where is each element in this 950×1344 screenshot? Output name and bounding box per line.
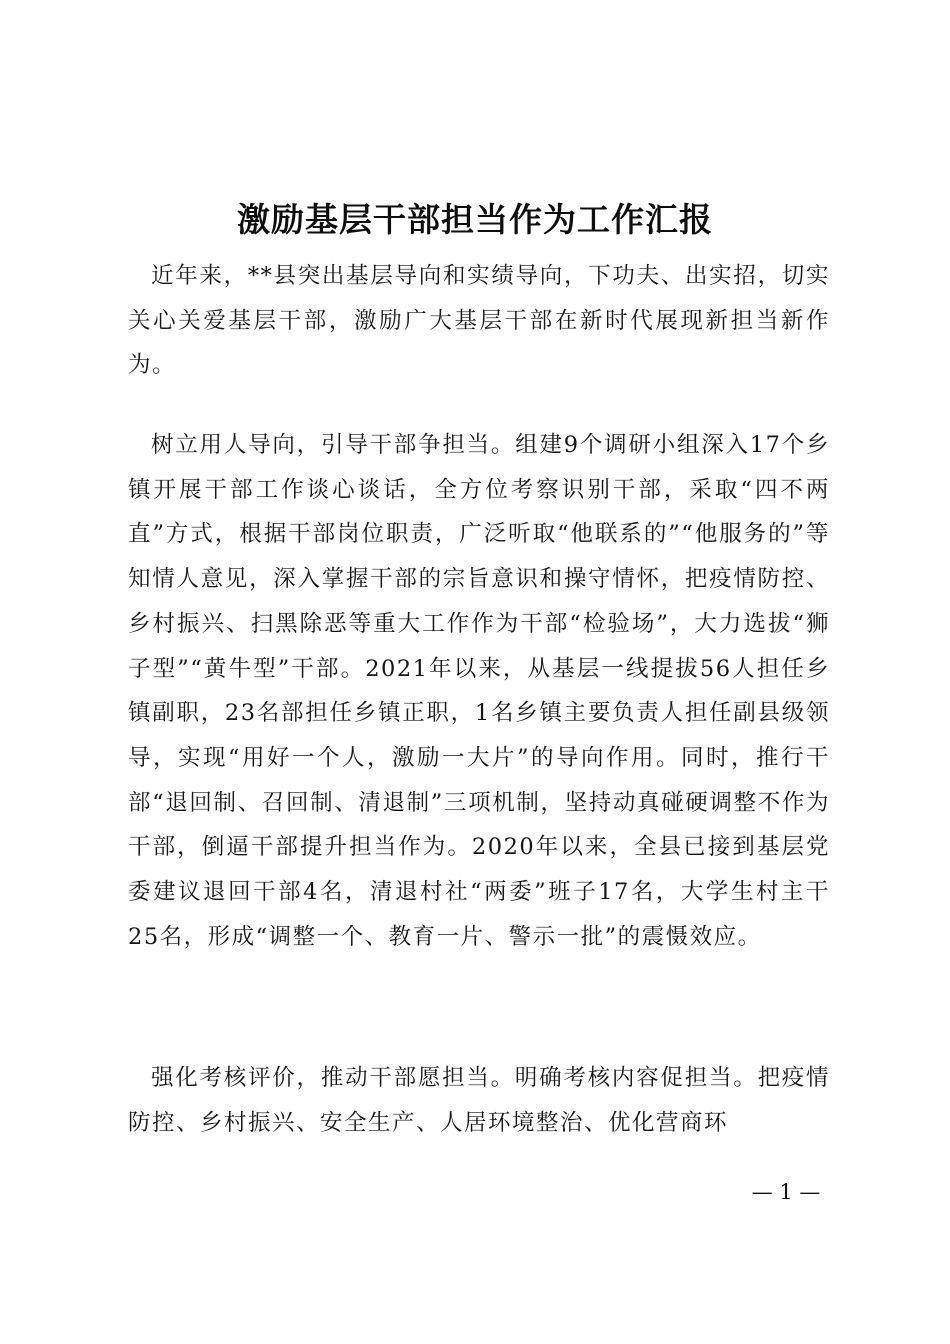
page-number: — 1 —: [751, 1180, 821, 1204]
paragraph-intro: 近年来，**县突出基层导向和实绩导向，下功夫、出实招，切实关心关爱基层干部，激励广大基层干部在新时代展现新担当新作为。: [128, 263, 830, 379]
paragraph-guidance: 树立用人导向，引导干部争担当。组建9个调研小组深入17个乡镇开展干部工作谈心谈话，全方位考察识别干部，采取“四不两直”方式，根据干部岗位职责，广泛听取“他联系的”“他服务的”等知情人意见，深入掌握干部的宗旨意识和操守情怀，把疫情防控、乡村振兴、扫黑除恶等重大工作作为干部“检验场”，大力选拔“狮子型”“黄牛型”干部。2021年以来，从基层一线提拔56人担任乡镇副职，23名部担任乡镇正职，1名乡镇主要负责人担任副县级领导，实现“用好一个人，激励一大片”的导向作用。同时，推行干部“退回制、召回制、清退制”三项机制，坚持动真碰硬调整不作为干部，倒逼干部提升担当作为。2020年以来，全县已接到基层党委建议退回干部4名，清退村社“两委”班子17名，大学生村主干25名，形成“调整一个、教育一片、警示一批”的震慑效应。: [128, 432, 830, 950]
document-title: 激励基层干部担当作为工作汇报: [237, 200, 713, 240]
paragraph-assessment: 强化考核评价，推动干部愿担当。明确考核内容促担当。把疫情防控、乡村振兴、安全生产、人居环境整治、优化营商环: [128, 1065, 830, 1136]
